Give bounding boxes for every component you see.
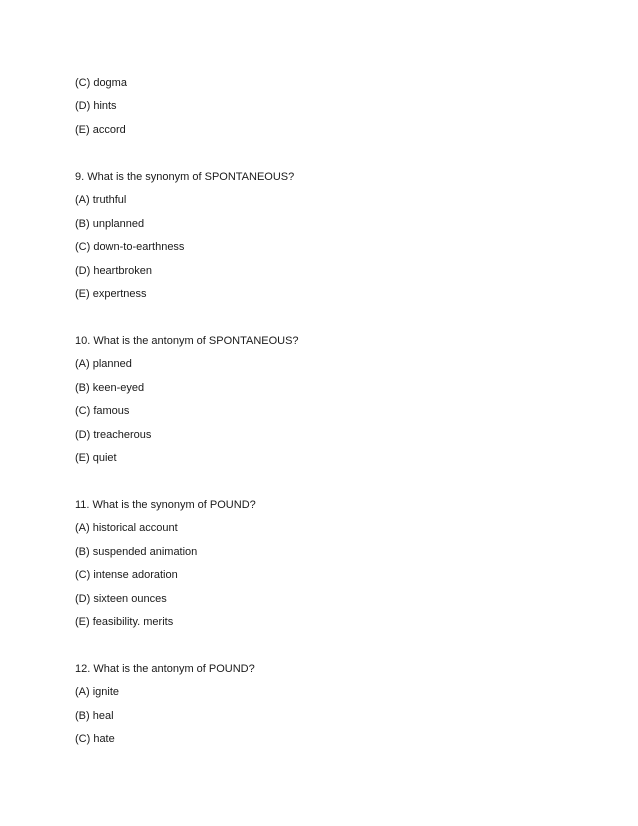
question-prompt: 12. What is the antonym of POUND? [75,663,255,675]
answer-option: (E) expertness [75,288,147,300]
answer-option: (B) unplanned [75,218,145,230]
answer-option: (B) keen-eyed [75,382,145,394]
answer-option: (A) ignite [75,686,120,698]
question-prompt: 11. What is the synonym of POUND? [75,499,256,511]
answer-option: (A) truthful [75,194,127,206]
answer-option: (E) feasibility. merits [75,616,174,628]
answer-option: (C) dogma [75,77,127,89]
answer-option: (D) hints [75,100,117,112]
answer-option: (E) accord [75,124,126,136]
answer-option: (A) historical account [75,522,178,534]
answer-option: (A) planned [75,358,132,370]
answer-option: (C) famous [75,405,130,417]
answer-option: (B) heal [75,710,114,722]
answer-option: (D) treacherous [75,429,152,441]
answer-option: (C) intense adoration [75,569,178,581]
answer-option: (D) sixteen ounces [75,593,167,605]
answer-option: (C) hate [75,733,115,745]
answer-option: (D) heartbroken [75,265,153,277]
answer-option: (E) quiet [75,452,117,464]
answer-option: (B) suspended animation [75,546,198,558]
question-prompt: 9. What is the synonym of SPONTANEOUS? [75,171,295,183]
question-prompt: 10. What is the antonym of SPONTANEOUS? [75,335,299,347]
answer-option: (C) down-to-earthness [75,241,185,253]
